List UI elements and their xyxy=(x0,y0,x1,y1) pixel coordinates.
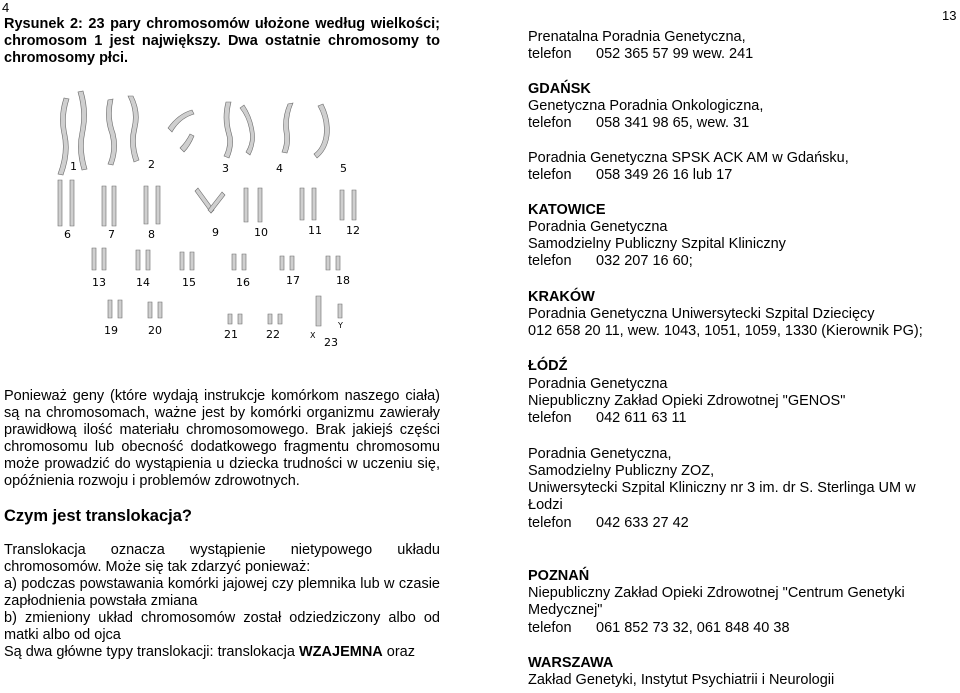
city-warszawa: WARSZAWA xyxy=(528,655,614,671)
phone-label: telefon xyxy=(528,46,572,62)
lodz-zoz-1: Niepubliczny Zakład Opieki Zdrowotnej "GENOS" xyxy=(528,393,846,409)
figure-caption: Rysunek 2: 23 pary chromosomów ułożone według wielkości; chromosom 1 jest największy. Dwa ostatnie chromosomy to chromosomy płci. xyxy=(4,16,440,66)
label-8: 8 xyxy=(148,228,155,241)
page-number-right: 13 xyxy=(942,8,957,23)
phone-label: telefon xyxy=(528,410,572,426)
phone-value: 042 611 63 11 xyxy=(596,410,687,426)
krakow-phone: 012 658 20 11, wew. 1043, 1051, 1059, 1330 (Kierownik PG); xyxy=(528,323,923,339)
label-3: 3 xyxy=(222,162,229,175)
city-lodz: ŁÓDŹ xyxy=(528,358,568,374)
katowice-hospital: Samodzielny Publiczny Szpital Kliniczny xyxy=(528,236,786,252)
label-6: 6 xyxy=(64,228,71,241)
label-18: 18 xyxy=(336,274,350,287)
label-17: 17 xyxy=(286,274,300,287)
label-9: 9 xyxy=(212,226,219,239)
page-number-left: 4 xyxy=(2,0,10,15)
poznan-phone xyxy=(528,620,790,637)
gdansk-phone-1 xyxy=(528,115,749,132)
phone-value: 058 349 26 16 lub 17 xyxy=(596,167,733,183)
city-katowice: KATOWICE xyxy=(528,202,606,218)
label-23: 23 xyxy=(324,336,338,349)
krakow-clinic: Poradnia Genetyczna Uniwersytecki Szpital Dziecięcy xyxy=(528,306,875,322)
label-12: 12 xyxy=(346,224,360,237)
lodz-hospital: Uniwersytecki Szpital Kliniczny nr 3 im. dr S. Sterlinga UM w Łodzi xyxy=(528,480,916,513)
phone-value: 052 365 57 99 wew. 241 xyxy=(596,46,754,62)
phone-value: 061 852 73 32, 061 848 40 38 xyxy=(596,620,790,636)
translocation-paragraph: Translokacja oznacza wystąpienie nietypowego układu chromosomów. Może się tak zdarzyć ponieważ: xyxy=(4,542,440,576)
gdansk-clinic-2: Poradnia Genetyczna SPSK ACK AM w Gdańsku, xyxy=(528,150,849,166)
label-2: 2 xyxy=(148,158,155,171)
poznan-clinic: Niepubliczny Zakład Opieki Zdrowotnej "Centrum Genetyki Medycznej" xyxy=(528,585,905,618)
label-15: 15 xyxy=(182,276,196,289)
bydgoszcz-phone xyxy=(528,46,753,63)
gdansk-clinic-1: Genetyczna Poradnia Onkologiczna, xyxy=(528,98,764,114)
label-x: X xyxy=(310,331,316,340)
warszawa-institute: Zakład Genetyki, Instytut Psychiatrii i Neurologii xyxy=(528,672,835,688)
label-13: 13 xyxy=(92,276,106,289)
phone-value: 032 207 16 60; xyxy=(596,253,693,269)
intro-paragraph: Ponieważ geny (które wydają instrukcje komórkom naszego ciała) są na chromosomach, ważne jest by komórki organizmu zawierały prawidłową ilość materiału chromosomowego. Brak jakiejś części chromosomu lub obecność dodatkowego fragmentu chromosomu może prowadzić do wystąpienia u dziecka trudności w uczeniu się, opóźnienia rozwoju i problemów zdrowotnych. xyxy=(4,388,440,489)
label-4: 4 xyxy=(276,162,283,175)
last-line-suffix: oraz xyxy=(382,643,416,660)
bydgoszcz-name: Prenatalna Poradnia Genetyczna, xyxy=(528,29,746,45)
phone-value: 042 633 27 42 xyxy=(596,515,689,531)
phone-value: 058 341 98 65, wew. 31 xyxy=(596,115,750,131)
city-gdansk: GDAŃSK xyxy=(528,81,591,97)
last-line-prefix: Są dwa główne typy translokacji: translokacja xyxy=(4,643,299,660)
item-b: b) zmieniony układ chromosomów został odziedziczony albo od matki albo od ojca xyxy=(4,610,440,643)
katowice-clinic: Poradnia Genetyczna xyxy=(528,219,668,235)
phone-label: telefon xyxy=(528,115,572,131)
label-7: 7 xyxy=(108,228,115,241)
city-krakow: KRAKÓW xyxy=(528,289,595,305)
phone-label: telefon xyxy=(528,515,572,531)
label-11: 11 xyxy=(308,224,322,237)
left-column xyxy=(4,16,440,67)
gdansk-phone-2 xyxy=(528,167,732,184)
chromosome-shapes xyxy=(58,91,356,326)
lodz-phone-1 xyxy=(528,410,687,427)
label-1: 1 xyxy=(70,160,77,173)
lodz-clinic-2: Poradnia Genetyczna, xyxy=(528,446,672,462)
item-a: a) podczas powstawania komórki jajowej czy plemnika lub w czasie zapłodnienia powstała zmiana xyxy=(4,576,440,610)
label-10: 10 xyxy=(254,226,268,239)
label-20: 20 xyxy=(148,324,162,337)
last-line xyxy=(4,644,440,661)
label-19: 19 xyxy=(104,324,118,337)
label-y: Y xyxy=(338,321,343,330)
label-14: 14 xyxy=(136,276,150,289)
label-22: 22 xyxy=(266,328,280,341)
label-5: 5 xyxy=(340,162,347,175)
lodz-clinic-1: Poradnia Genetyczna xyxy=(528,376,668,392)
katowice-phone xyxy=(528,253,693,270)
last-line-bold: WZAJEMNA xyxy=(298,643,383,660)
section-heading: Czym jest translokacja? xyxy=(4,507,192,526)
phone-label: telefon xyxy=(528,620,572,636)
lodz-zoz-2: Samodzielny Publiczny ZOZ, xyxy=(528,463,715,479)
left-body xyxy=(4,388,440,661)
phone-label: telefon xyxy=(528,167,572,183)
label-16: 16 xyxy=(236,276,250,289)
lodz-phone-2 xyxy=(528,515,689,532)
chromosome-labels xyxy=(64,158,360,349)
karyotype-figure xyxy=(48,88,380,350)
label-21: 21 xyxy=(224,328,238,341)
phone-label: telefon xyxy=(528,253,572,269)
city-poznan: POZNAŃ xyxy=(528,568,590,584)
